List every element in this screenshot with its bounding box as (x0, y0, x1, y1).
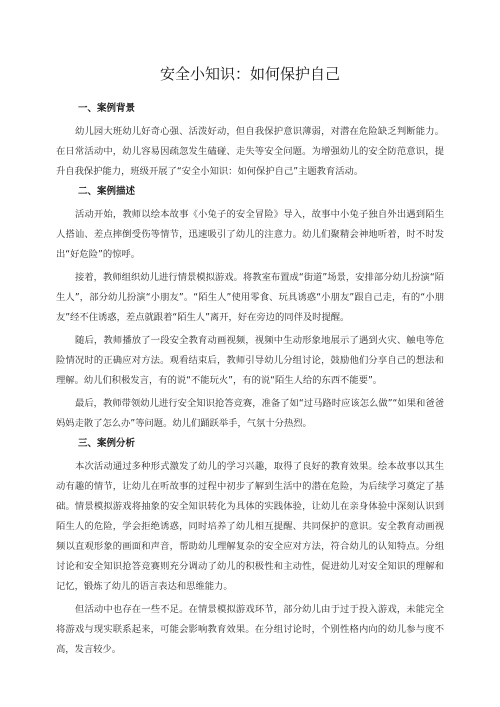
paragraph: 幼儿园大班幼儿好奇心强、活泼好动，但自我保护意识薄弱，对潜在危险缺乏判断能力。在日常活动中，幼儿容易因疏忽发生磕碰、走失等安全问题。为增强幼儿的安全防范意识，提升自我保护能力，班级开展了“安全小知识：如何保护自己”主题教育活动。 (56, 126, 444, 177)
paragraph: 随后，教师播放了一段安全教育动画视频，视频中生动形象地展示了遇到火灾、触电等危险情况时的正确应对方法。观看结束后，教师引导幼儿分组讨论，鼓励他们分享自己的想法和理解。幼儿们积极发言，有的说“不能玩火”，有的说“陌生人给的东西不能要”。 (56, 335, 444, 386)
document-title: 安全小知识：如何保护自己 (159, 65, 340, 83)
paragraph: 接着，教师组织幼儿进行情景模拟游戏。将教室布置成“街道”场景，安排部分幼儿扮演“陌生人”，部分幼儿扮演“小朋友”。“陌生人”使用零食、玩具诱惑“小朋友”跟自己走，有的“小朋友”经不住诱惑，差点就跟着“陌生人”离开，好在旁边的同伴及时提醒。 (56, 272, 444, 323)
paragraph: 最后，教师带领幼儿进行安全知识抢答竞赛，准备了如“过马路时应该怎么做”“如果和爸爸妈妈走散了怎么办”等问题。幼儿们踊跃举手，气氛十分热烈。 (56, 398, 444, 429)
section-heading-description: 二、案例描述 (78, 186, 136, 197)
paragraph: 本次活动通过多种形式激发了幼儿的学习兴趣，取得了良好的教育效果。绘本故事以其生动有趣的情节，让幼儿在听故事的过程中初步了解到生活中的潜在危险，为后续学习奠定了基础。情景模拟游戏将抽象的安全知识转化为具体的实践体验，让幼儿在亲身体验中深刻认识到陌生人的危险，学会拒绝诱惑，同时培养了幼儿相互提醒、共同保护的意识。安全教育动画视频以直观形象的画面和声音，帮助幼儿理解复杂的安全应对方法，符合幼儿的认知特点。分组讨论和安全知识抢答竞赛则充分调动了幼儿的积极性和主动性，促进幼儿对安全知识的理解和记忆，锻炼了幼儿的语言表达和思维能力。 (56, 461, 444, 592)
paragraph: 但活动中也存在一些不足。在情景模拟游戏环节，部分幼儿由于过于投入游戏，未能完全将游戏与现实联系起来，可能会影响教育效果。在分组讨论时，个别性格内向的幼儿参与度不高，发言较少。 (56, 604, 444, 655)
section-heading-analysis: 三、案例分析 (78, 438, 136, 449)
section-heading-background: 一、案例背景 (78, 103, 136, 114)
paragraph: 活动开始，教师以绘本故事《小兔子的安全冒险》导入，故事中小兔子独自外出遇到陌生人搭讪、差点摔倒受伤等情节，迅速吸引了幼儿的注意力。幼儿们聚精会神地听着，时不时发出“好危险”的惊呼。 (56, 209, 444, 260)
